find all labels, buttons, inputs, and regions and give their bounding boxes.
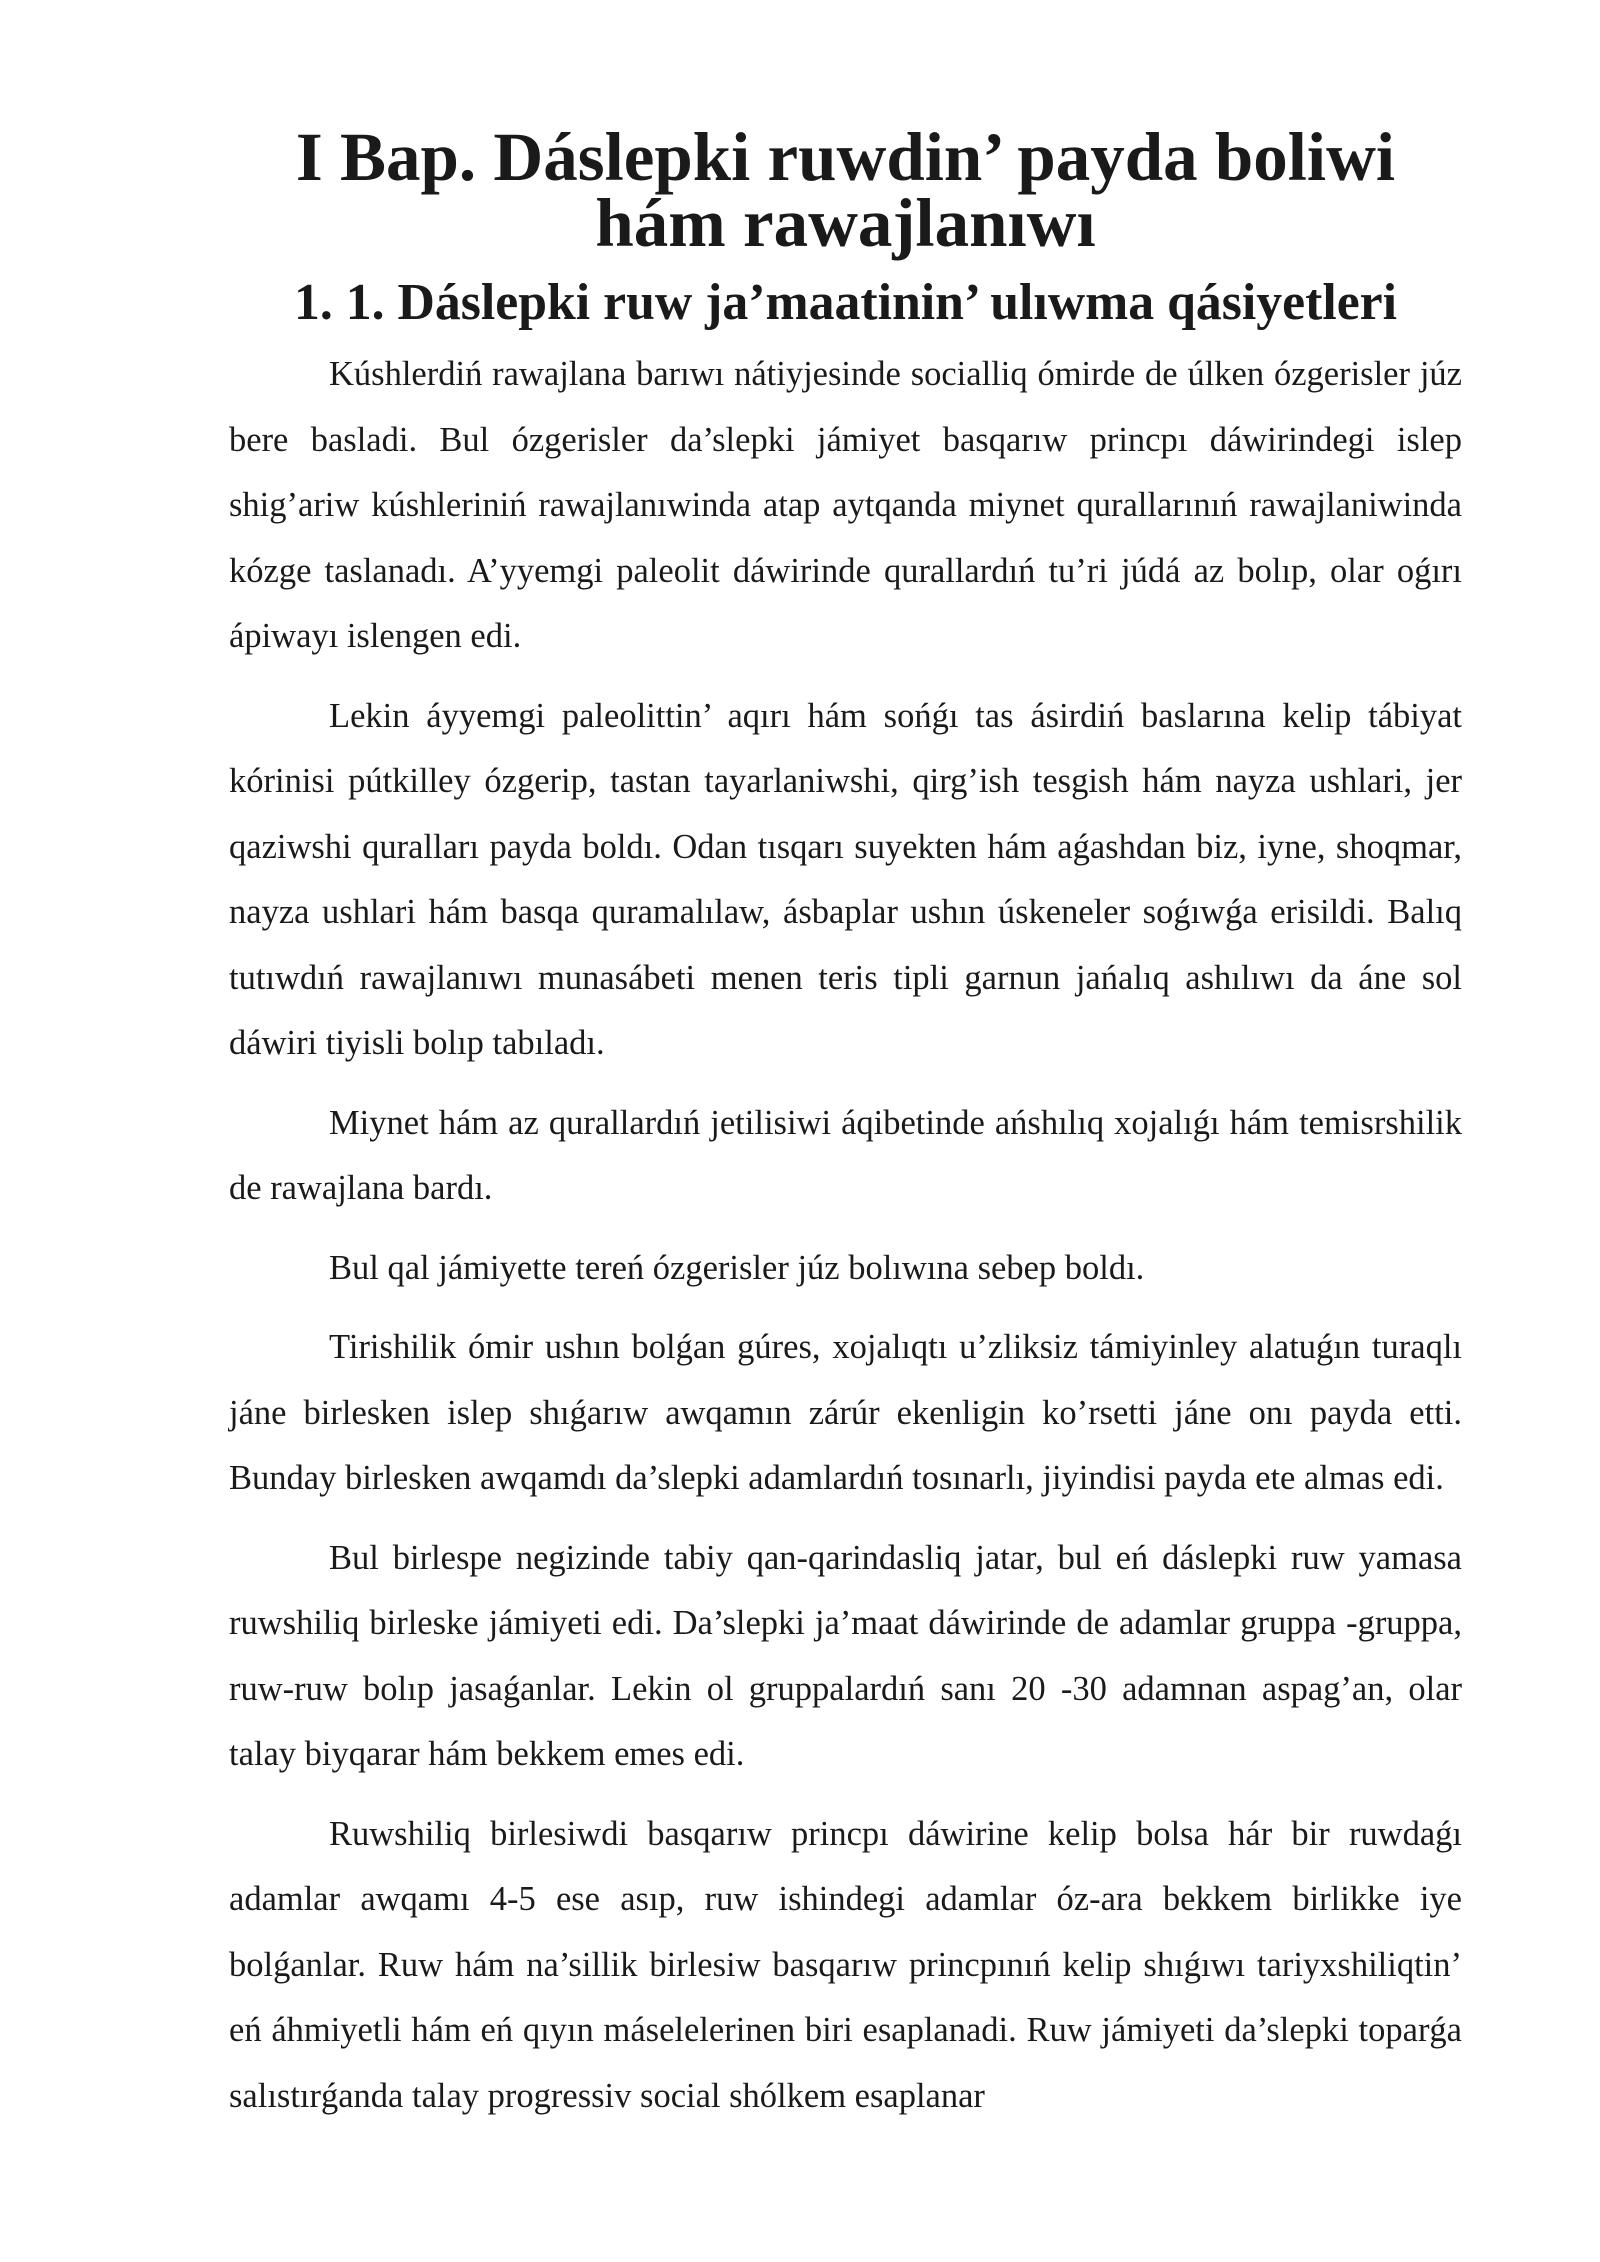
chapter-title: I Bap. Dáslepki ruwdin’ payda boliwi hám rawajlanıwı	[295, 119, 1396, 261]
paragraph: Bul qal jámiyette tereń ózgerisler júz bolıwına sebep boldı.	[329, 1248, 1145, 1287]
document-page	[229, 119, 1462, 2143]
paragraph: Miynet hám az qurallardıń jetilisiwi áqibetinde ańshılıq xojalıǵı hám temisrshilik de rawajlana bardı.	[229, 1103, 1462, 1207]
section-title: 1. 1. Dáslepki ruw ja’maatinin’ ulıwma qásiyetleri	[293, 274, 1398, 331]
paragraph: Lekin áyyemgi paleolittin’ aqırı hám sońǵı tas ásirdiń baslarına kelip tábiyat kórinisi pútkilley ózgerip, tastan tayarlaniwshi, qirg’ish tesgish hám nayza ushlari, jer qaziwshi quralları payda boldı. Odan tısqarı suyekten hám aǵashdan biz, iyne, shoqmar, nayza ushlari hám basqa quramalılaw, ásbaplar ushın úskeneler soǵıwǵa erisildi. Balıq tutıwdıń rawajlanıwı munasábeti menen teris tipli garnun jańalıq ashılıwı da áne sol dáwiri tiyisli bolıp tabıladı.	[229, 696, 1462, 1062]
paragraph: Bul birlespe negizinde tabiy qan-qarindasliq jatar, bul eń dáslepki ruw yamasa ruwshiliq birleske jámiyeti edi. Da’slepki ja’maat dáwirinde de adamlar gruppa -gruppa, ruw-ruw bolıp jasaǵanlar. Lekin ol gruppalardıń sanı 20 -30 adamnan aspag’an, olar talay biyqarar hám bekkem emes edi.	[229, 1538, 1462, 1773]
paragraph: Tirishilik ómir ushın bolǵan gúres, xojalıqtı u’zliksiz támiyinley alatuǵın turaqlı jáne birlesken islep shıǵarıw awqamın zárúr ekenligin ko’rsetti jáne onı payda etti. Bunday birlesken awqamdı da’slepki adamlardıń tosınarlı, jiyindisi payda ete almas edi.	[229, 1328, 1462, 1497]
paragraph: Kúshlerdiń rawajlana barıwı nátiyjesinde socialliq ómirde de úlken ózgerisler júz bere basladi. Bul ózgerisler da’slepki jámiyet basqarıw princpı dáwirindegi islep shig’ariw kúshleriniń rawajlanıwinda atap aytqanda miynet qurallarınıń rawajlaniwinda kózge taslanadı. A’yyemgi paleolit dáwirinde qurallardıń tu’ri júdá az bolıp, olar oǵırı ápiwayı islengen edi.	[229, 355, 1462, 655]
paragraph: Ruwshiliq birlesiwdi basqarıw princpı dáwirine kelip bolsa hár bir ruwdaǵı adamlar awqamı 4-5 ese asıp, ruw ishindegi adamlar óz-ara bekkem birlikke iye bolǵanlar. Ruw hám na’sillik birlesiw basqarıw princpınıń kelip shıǵıwı tariyxshiliqtin’ eń áhmiyetli hám eń qıyın máselelerinen biri esaplanadi. Ruw jámiyeti da’slepki toparǵa salıstırǵanda talay progressiv social shólkem esaplanar	[229, 1814, 1462, 2115]
